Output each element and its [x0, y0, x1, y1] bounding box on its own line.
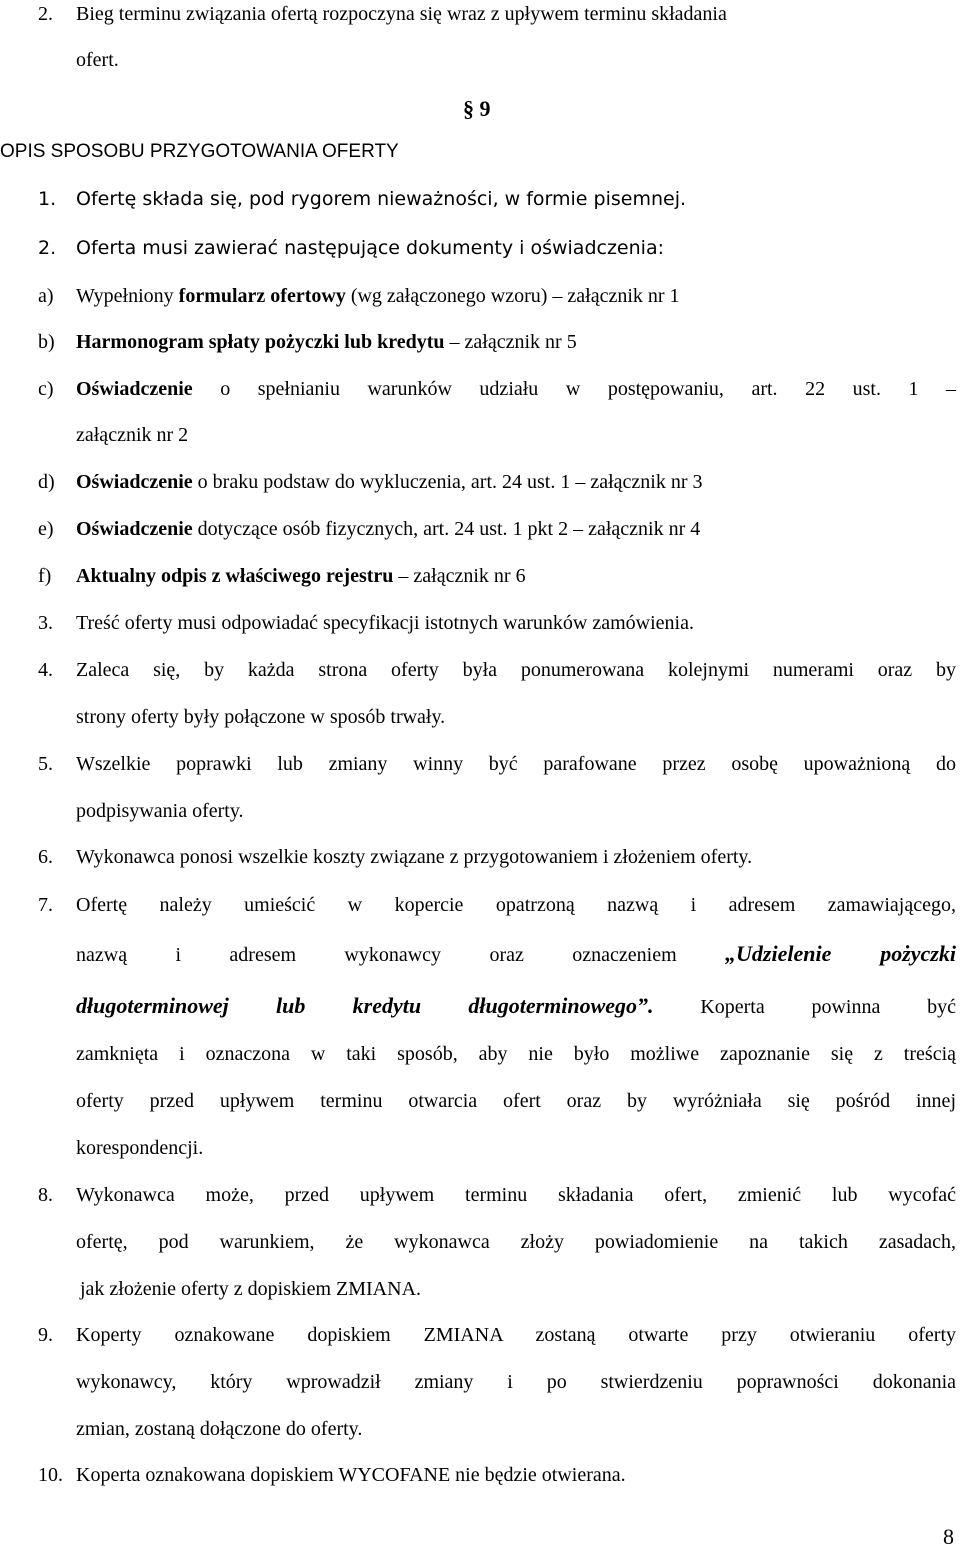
item-number: 8. — [38, 1184, 53, 1206]
item-text: Treść oferty musi odpowiadać specyfikacji istotnych warunków zamówienia. — [76, 612, 694, 634]
sub-text: załącznik nr 2 — [76, 424, 189, 446]
sub-text: (wg załączonego wzoru) – załącznik nr 1 — [350, 285, 680, 307]
item-text: zamknięta i oznaczona w taki sposób, aby nie było możliwe zapoznanie się z treścią — [76, 1043, 956, 1065]
sub-bold: Oświadczenie — [76, 518, 193, 540]
sub-bold: Aktualny odpis z właściwego rejestru — [76, 565, 394, 587]
item-emphasis: długoterminowej lub kredytu długoterminowego”. — [76, 993, 654, 1018]
page-number: 8 — [943, 1524, 954, 1549]
sub-text: Wypełniony — [76, 285, 174, 307]
item-text: Koperta powinna być — [700, 996, 956, 1018]
item-number: 4. — [38, 659, 53, 681]
item-text: Koperty oznakowane dopiskiem ZMIANA zostaną otwarte przy otwieraniu oferty — [76, 1324, 956, 1346]
sub-label: a) — [38, 285, 54, 307]
item-number: 6. — [38, 846, 53, 868]
item-text: Wykonawca ponosi wszelkie koszty związane z przygotowaniem i złożeniem oferty. — [76, 846, 753, 868]
item-text: oferty przed upływem terminu otwarcia ofert oraz by wyróżniała się pośród innej — [76, 1090, 956, 1112]
item-text: zmian, zostaną dołączone do oferty. — [76, 1418, 363, 1440]
sub-text: dotyczące osób fizycznych, art. 24 ust. 1 pkt 2 – załącznik nr 4 — [197, 518, 701, 540]
sub-label: b) — [38, 331, 55, 353]
sub-label: f) — [38, 565, 52, 587]
item-number: 7. — [38, 894, 53, 916]
item-number: 5. — [38, 753, 53, 775]
paragraph-mark: § 9 — [463, 96, 491, 121]
item-text: podpisywania oferty. — [76, 800, 244, 822]
section-title: OPIS SPOSOBU PRZYGOTOWANIA OFERTY — [0, 141, 399, 162]
item-text: Zaleca się, by każda strona oferty była ponumerowana kolejnymi numerami oraz by — [76, 659, 956, 681]
item-text: Wszelkie poprawki lub zmiany winny być parafowane przez osobę upoważnioną do — [76, 753, 956, 775]
item-text: Koperta oznakowana dopiskiem WYCOFANE nie będzie otwierana. — [76, 1464, 626, 1486]
sub-text: – załącznik nr 5 — [449, 331, 577, 353]
sub-bold: Oświadczenie — [76, 471, 193, 493]
sub-text: o braku podstaw do wykluczenia, art. 24 ust. 1 – załącznik nr 3 — [197, 471, 703, 493]
item-number: 9. — [38, 1324, 53, 1346]
item-text: korespondencji. — [76, 1137, 204, 1159]
sub-bold: formularz ofertowy — [178, 285, 346, 307]
item-text: jak złożenie oferty z dopiskiem ZMIANA. — [80, 1278, 422, 1300]
item-text: Ofertę należy umieścić w kopercie opatrzoną nazwą i adresem zamawiającego, — [76, 894, 956, 916]
sub-label: c) — [38, 378, 54, 400]
sub-label: e) — [38, 518, 54, 540]
sub-bold: Harmonogram spłaty pożyczki lub kredytu — [76, 331, 445, 353]
sub-text: – załącznik nr 6 — [398, 565, 526, 587]
item-text: strony oferty były połączone w sposób trwały. — [76, 706, 446, 728]
sub-bold: Oświadczenie — [76, 378, 193, 400]
item-emphasis: „Udzielenie pożyczki — [725, 941, 956, 966]
item-number: 1. — [38, 188, 57, 210]
item-text: nazwą i adresem wykonawcy oraz oznaczeniem — [76, 944, 677, 966]
item-text: wykonawcy, który wprowadził zmiany i po stwierdzeniu poprawności dokonania — [76, 1371, 956, 1393]
item-text: Oferta musi zawierać następujące dokumenty i oświadczenia: — [76, 237, 664, 259]
item-number: 3. — [38, 612, 53, 634]
item-text: Ofertę składa się, pod rygorem nieważności, w formie pisemnej. — [76, 188, 687, 210]
item-text: ofertę, pod warunkiem, że wykonawca złoży powiadomienie na takich zasadach, — [76, 1231, 956, 1253]
sub-label: d) — [38, 471, 55, 493]
item-text: ofert. — [76, 49, 119, 71]
item-number: 10. — [38, 1464, 63, 1486]
sub-text: o spełnianiu warunków udziału w postępowaniu, art. 22 ust. 1 – — [220, 378, 957, 400]
item-text: Wykonawca może, przed upływem terminu składania ofert, zmienić lub wycofać — [76, 1184, 956, 1206]
item-text: Bieg terminu związania ofertą rozpoczyna się wraz z upływem terminu składania — [76, 3, 727, 25]
item-number: 2. — [38, 3, 53, 25]
item-number: 2. — [38, 237, 57, 259]
